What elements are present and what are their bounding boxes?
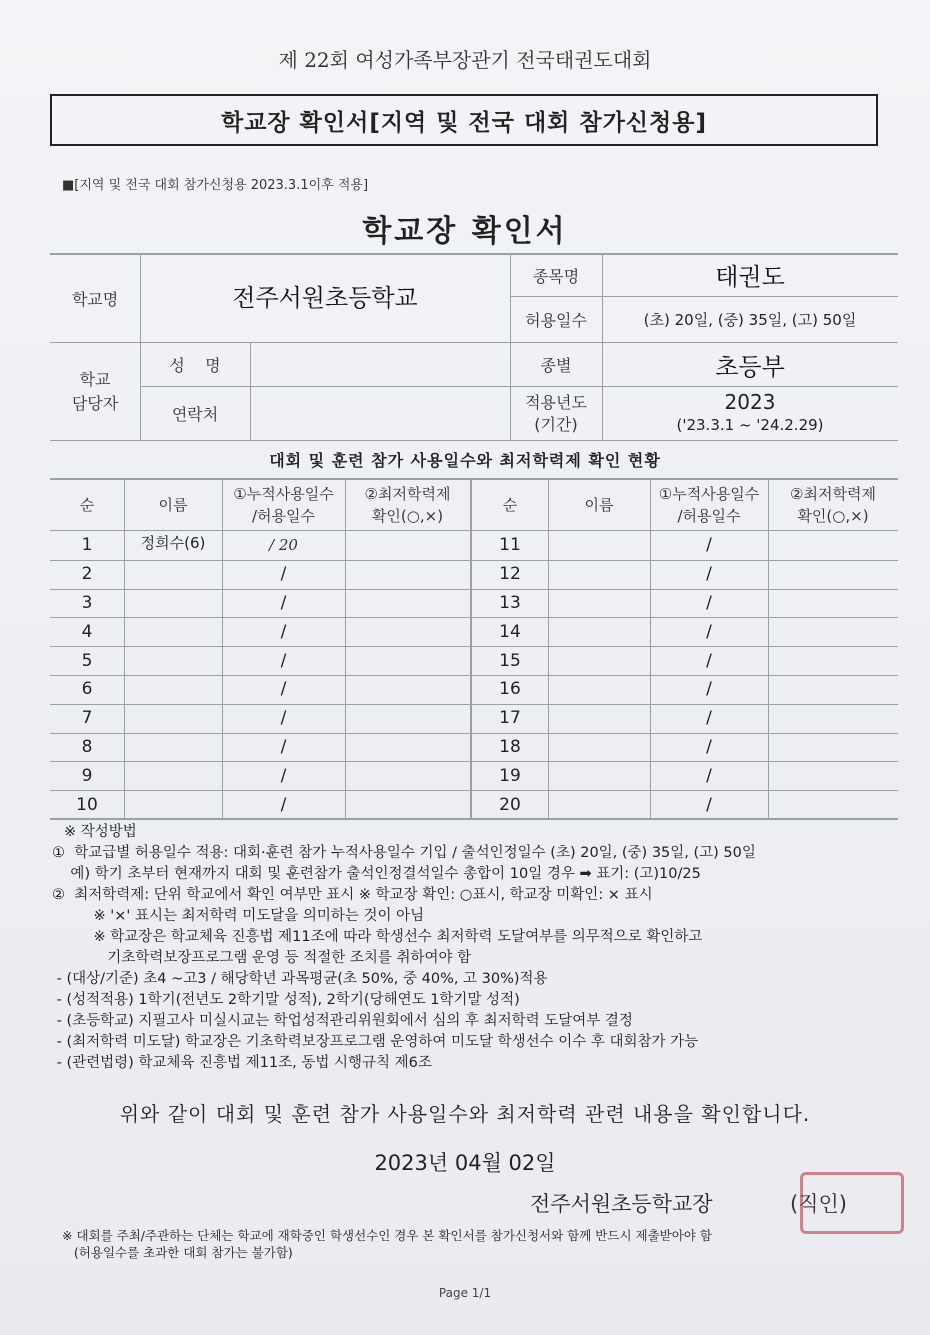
student-name[interactable]: 정희수(6)	[140, 534, 206, 552]
col-header-min-right-line2: 확인(○,×)	[797, 507, 869, 525]
min-academic-check[interactable]	[345, 646, 470, 675]
event-title: 제 22회 여성가족부장관기 전국태권도대회	[278, 48, 652, 72]
student-name[interactable]	[548, 531, 650, 560]
row-number: 13	[499, 592, 521, 613]
school-name-value: 전주서원초등학교	[232, 283, 418, 312]
student-name[interactable]	[548, 646, 650, 675]
year-label-line1: 적용년도	[525, 392, 587, 412]
days-used[interactable]: /	[706, 708, 712, 729]
manager-name-label: 성 명	[169, 356, 221, 375]
row-number: 15	[499, 650, 521, 671]
student-name[interactable]	[548, 733, 650, 762]
col-header-days-right-line2: /허용일수	[677, 507, 741, 525]
method-line: - (최저학력 미도달) 학교장은 기초학력보장프로그램 운영하여 미도달 학생선수 이수 후 대회참가 가능	[52, 1034, 699, 1050]
row-number: 4	[81, 621, 93, 642]
days-used[interactable]: /	[706, 679, 712, 700]
contact-group-label-line1: 학교	[79, 369, 111, 389]
days-used[interactable]: /	[280, 650, 287, 671]
submission-note-line1: ※ 대회를 주최/주관하는 단체는 학교에 재학중인 학생선수인 경우 본 확인서를 참가신청서와 함께 반드시 제출받아야 함	[62, 1228, 712, 1243]
student-name[interactable]	[124, 646, 222, 675]
year-value-main: 2023	[724, 389, 776, 414]
col-header-days-right	[650, 480, 768, 530]
method-line: 기초학력보장프로그램 운영 등 적절한 조치를 취하여야 함	[52, 950, 472, 966]
student-name[interactable]	[124, 617, 222, 646]
confirmation-date: 2023년 04월 02일	[374, 1151, 556, 1175]
days-used[interactable]: /	[706, 535, 712, 556]
col-header-name: 이름	[158, 496, 188, 514]
document-title: 학교장 확인서	[362, 214, 568, 249]
days-used[interactable]: /	[280, 679, 287, 700]
method-line: ② 최저학력제: 단위 학교에서 확인 여부만 표시 ※ 학교장 확인: ○표시, 학교장 미확인: × 표시	[52, 887, 653, 903]
min-academic-check[interactable]	[768, 675, 898, 704]
min-academic-check[interactable]	[345, 675, 470, 704]
student-name[interactable]	[548, 675, 650, 704]
method-line: - (관련법령) 학교체육 진흥법 제11조, 동법 시행규칙 제6조	[52, 1055, 432, 1071]
method-line: 예) 학기 초부터 현재까지 대회 및 훈련참가 출석인정결석일수 총합이 10일 경우 ➡ 표기: (고)10/25	[52, 866, 701, 882]
col-header-min-line2: 확인(○,×)	[371, 507, 444, 525]
col-header-days-line2: /허용일수	[251, 507, 315, 525]
division-label: 종별	[540, 356, 572, 375]
days-used[interactable]: /	[706, 736, 712, 757]
row-number: 20	[499, 794, 521, 815]
min-academic-check[interactable]	[345, 790, 470, 819]
col-header-min-right-line1: ②최저학력제	[790, 485, 876, 503]
min-academic-check[interactable]	[768, 761, 898, 790]
days-used[interactable]: /	[280, 794, 287, 815]
min-academic-check[interactable]	[768, 733, 898, 762]
min-academic-check[interactable]	[768, 646, 898, 675]
row-number: 18	[499, 736, 521, 757]
col-header-days	[222, 480, 345, 530]
student-name[interactable]	[548, 589, 650, 618]
days-used[interactable]: /	[280, 592, 287, 613]
seal-label: (직인)	[790, 1192, 847, 1216]
days-used[interactable]: /	[706, 650, 712, 671]
student-name[interactable]	[124, 761, 222, 790]
method-heading: ※ 작성방법	[64, 824, 137, 840]
student-name[interactable]	[124, 560, 222, 589]
row-number: 8	[81, 736, 93, 757]
col-header-days-line1: ①누적사용일수	[233, 485, 334, 503]
contact-group-label	[50, 343, 140, 440]
manager-phone-label: 연락처	[171, 405, 219, 424]
row-number: 1	[81, 535, 93, 556]
row-number: 12	[499, 564, 521, 585]
manager-name-field[interactable]	[250, 343, 510, 386]
method-line: ① 학교급별 허용일수 적용: 대회·훈련 참가 누적사용일수 기입 / 출석인정일수 (초) 20일, (중) 35일, (고) 50일	[52, 845, 756, 861]
submission-note-line2: (허용일수를 초과한 대회 참가는 불가함)	[62, 1245, 293, 1260]
division-value: 초등부	[715, 353, 785, 381]
submission-note	[62, 1227, 712, 1261]
manager-phone-field[interactable]	[250, 387, 510, 440]
confirmation-statement: 위와 같이 대회 및 훈련 참가 사용일수와 최저학력 관련 내용을 확인합니다.	[119, 1102, 811, 1126]
row-number: 5	[81, 650, 93, 671]
page-number: Page 1/1	[438, 1286, 492, 1300]
min-academic-check[interactable]	[345, 560, 470, 589]
year-label	[510, 387, 602, 440]
allowed-days-label: 허용일수	[525, 311, 587, 330]
col-header-min-line1: ②최저학력제	[364, 485, 451, 503]
col-header-name-right: 이름	[584, 496, 614, 514]
method-line: - (초등학교) 지필고사 미실시교는 학업성적관리위원회에서 심의 후 최저학력 도달여부 결정	[52, 1013, 633, 1029]
col-header-no: 순	[79, 496, 95, 514]
days-used[interactable]: /	[280, 564, 287, 585]
year-value-period: ('23.3.1 ~ '24.2.29)	[676, 415, 824, 434]
min-academic-check[interactable]	[768, 589, 898, 618]
min-academic-check[interactable]	[768, 790, 898, 819]
min-academic-check[interactable]	[345, 617, 470, 646]
method-line: - (성적적용) 1학기(전년도 2학기말 성적), 2학기(당해연도 1학기말 성적)	[52, 992, 520, 1008]
row-number: 6	[81, 679, 93, 700]
sport-label: 종목명	[532, 267, 580, 286]
method-lines	[52, 843, 892, 1074]
days-used[interactable]: /	[706, 794, 712, 815]
row-number: 17	[499, 708, 521, 729]
days-used[interactable]: /	[280, 736, 287, 757]
days-used[interactable]: /	[280, 765, 287, 786]
min-academic-check[interactable]	[345, 704, 470, 733]
row-number: 10	[76, 794, 98, 815]
col-header-min-academic	[345, 480, 470, 530]
row-number: 19	[499, 765, 521, 786]
student-name[interactable]	[548, 704, 650, 733]
student-name[interactable]	[124, 675, 222, 704]
col-header-min-right	[768, 480, 898, 530]
student-name[interactable]	[548, 560, 650, 589]
row-number: 3	[81, 592, 93, 613]
year-label-line2: (기간)	[534, 414, 578, 434]
student-name[interactable]	[124, 704, 222, 733]
row-number: 14	[499, 621, 521, 642]
student-name[interactable]	[124, 790, 222, 819]
min-academic-check[interactable]	[345, 761, 470, 790]
col-header-no-right: 순	[502, 496, 518, 514]
student-name[interactable]	[548, 790, 650, 819]
days-used[interactable]: /	[706, 621, 712, 642]
sport-value: 태권도	[715, 262, 785, 291]
min-academic-check[interactable]	[345, 589, 470, 618]
days-used[interactable]: /	[280, 621, 287, 642]
row-number: 9	[81, 765, 93, 786]
row-number: 16	[499, 679, 521, 700]
days-used[interactable]: / 20	[269, 536, 298, 555]
principal-name: 전주서원초등학교장	[530, 1192, 713, 1216]
method-line: ※ 학교장은 학교체육 진흥법 제11조에 따라 학생선수 최저학력 도달여부를 의무적으로 확인하고	[52, 929, 703, 945]
student-name[interactable]	[548, 617, 650, 646]
student-name[interactable]	[124, 733, 222, 762]
min-academic-check[interactable]	[768, 531, 898, 560]
row-number: 2	[81, 564, 93, 585]
student-name[interactable]	[124, 589, 222, 618]
days-used[interactable]: /	[706, 592, 712, 613]
allowed-days-value: (초) 20일, (중) 35일, (고) 50일	[643, 311, 857, 329]
method-line: ※ '×' 표시는 최저학력 미도달을 의미하는 것이 아님	[52, 908, 425, 924]
min-academic-check[interactable]	[768, 560, 898, 589]
student-name[interactable]	[548, 761, 650, 790]
row-number: 7	[81, 708, 93, 729]
min-academic-check[interactable]	[768, 617, 898, 646]
days-used[interactable]: /	[706, 564, 712, 585]
col-header-days-right-line1: ①누적사용일수	[658, 485, 760, 503]
min-academic-check[interactable]	[345, 733, 470, 762]
school-name-label: 학교명	[71, 290, 119, 309]
days-used[interactable]: /	[280, 708, 287, 729]
applicability-note: ■[지역 및 전국 대회 참가신청용 2023.3.1이후 적용]	[62, 178, 369, 193]
section-title: 대회 및 훈련 참가 사용일수와 최저학력제 확인 현황	[269, 451, 661, 470]
writing-method	[52, 822, 892, 1074]
days-used[interactable]: /	[706, 765, 712, 786]
contact-group-label-line2: 담당자	[71, 393, 119, 413]
year-value	[602, 387, 898, 440]
min-academic-check[interactable]	[768, 704, 898, 733]
row-number: 11	[499, 535, 521, 556]
min-academic-check[interactable]	[345, 531, 470, 560]
method-line: - (대상/기준) 초4 ~고3 / 해당학년 과목평균(초 50%, 중 40%, 고 30%)적용	[52, 971, 548, 987]
form-title-box: 학교장 확인서[지역 및 전국 대회 참가신청용]	[50, 94, 878, 146]
